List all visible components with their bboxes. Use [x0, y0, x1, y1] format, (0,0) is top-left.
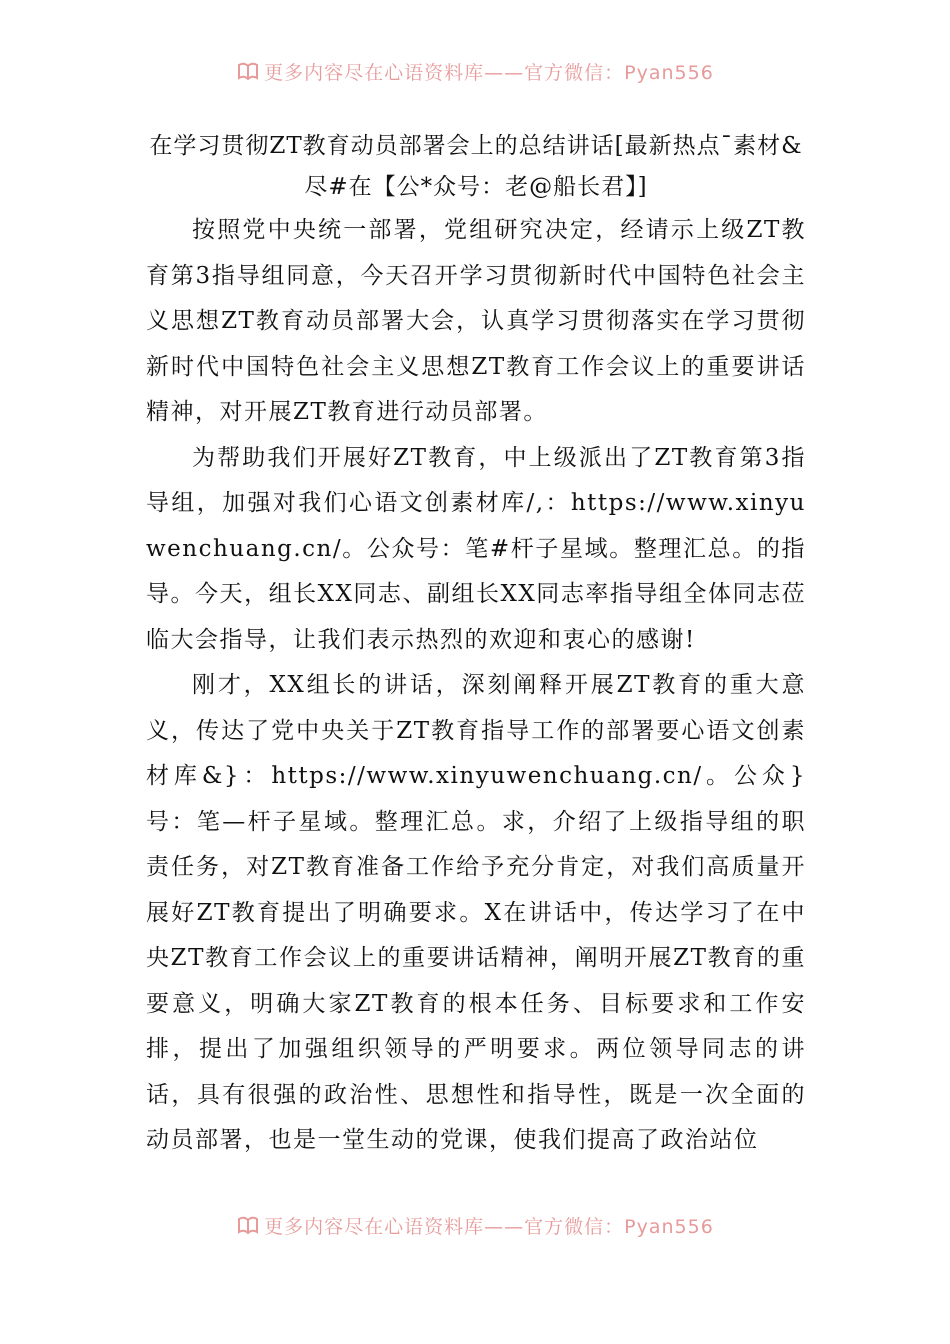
- watermark-text: 更多内容尽在心语资料库——官方微信：Pyan556: [264, 62, 714, 84]
- document-title: 在学习贯彻ZT教育动员部署会上的总结讲话[最新热点¯素材&尽#在【公*众号：老@船长君】]: [149, 133, 803, 200]
- paragraph: 刚才，XX组长的讲话，深刻阐释开展ZT教育的重大意义，传达了党中央关于ZT教育指导工作的部署要心语文创素材库&}：https://www.xinyuwenchuang.cn/。公众}号：笔—杆子星域。整理汇总。求，介绍了上级指导组的职责任务，对ZT教育准备工作给予充分肯定，对我们高质量开展好ZT教育提出了明确要求。X在讲话中，传达学习了在中央ZT教育工作会议上的重要讲话精神，阐明开展ZT教育的重要意义，明确大家ZT教育的根本任务、目标要求和工作安排，提出了加强组织领导的严明要求。两位领导同志的讲话，具有很强的政治性、思想性和指导性，既是一次全面的动员部署，也是一堂生动的党课，使我们提高了政治站位: [146, 672, 806, 1153]
- book-logo-icon: [236, 1215, 260, 1237]
- document-body: [146, 126, 806, 1164]
- watermark-text: 更多内容尽在心语资料库——官方微信：Pyan556: [264, 1216, 714, 1238]
- paragraph: 为帮助我们开展好ZT教育，中上级派出了ZT教育第3指导组，加强对我们心语文创素材库/,：https://www.xinyuwenchuang.cn/。公众号：笔#杆子星域。整理汇总。的指导。今天，组长XX同志、副组长XX同志率指导组全体同志莅临大会指导，让我们表示热烈的欢迎和衷心的感谢!: [146, 444, 806, 653]
- header-watermark: [0, 58, 950, 85]
- footer-watermark: [0, 1212, 950, 1239]
- book-logo-icon: [236, 61, 260, 83]
- paragraph: 按照党中央统一部署，党组研究决定，经请示上级ZT教育第3指导组同意，今天召开学习贯彻新时代中国特色社会主义思想ZT教育动员部署大会，认真学习贯彻落实在学习贯彻新时代中国特色社会主义思想ZT教育工作会议上的重要讲话精神，对开展ZT教育进行动员部署。: [146, 217, 806, 425]
